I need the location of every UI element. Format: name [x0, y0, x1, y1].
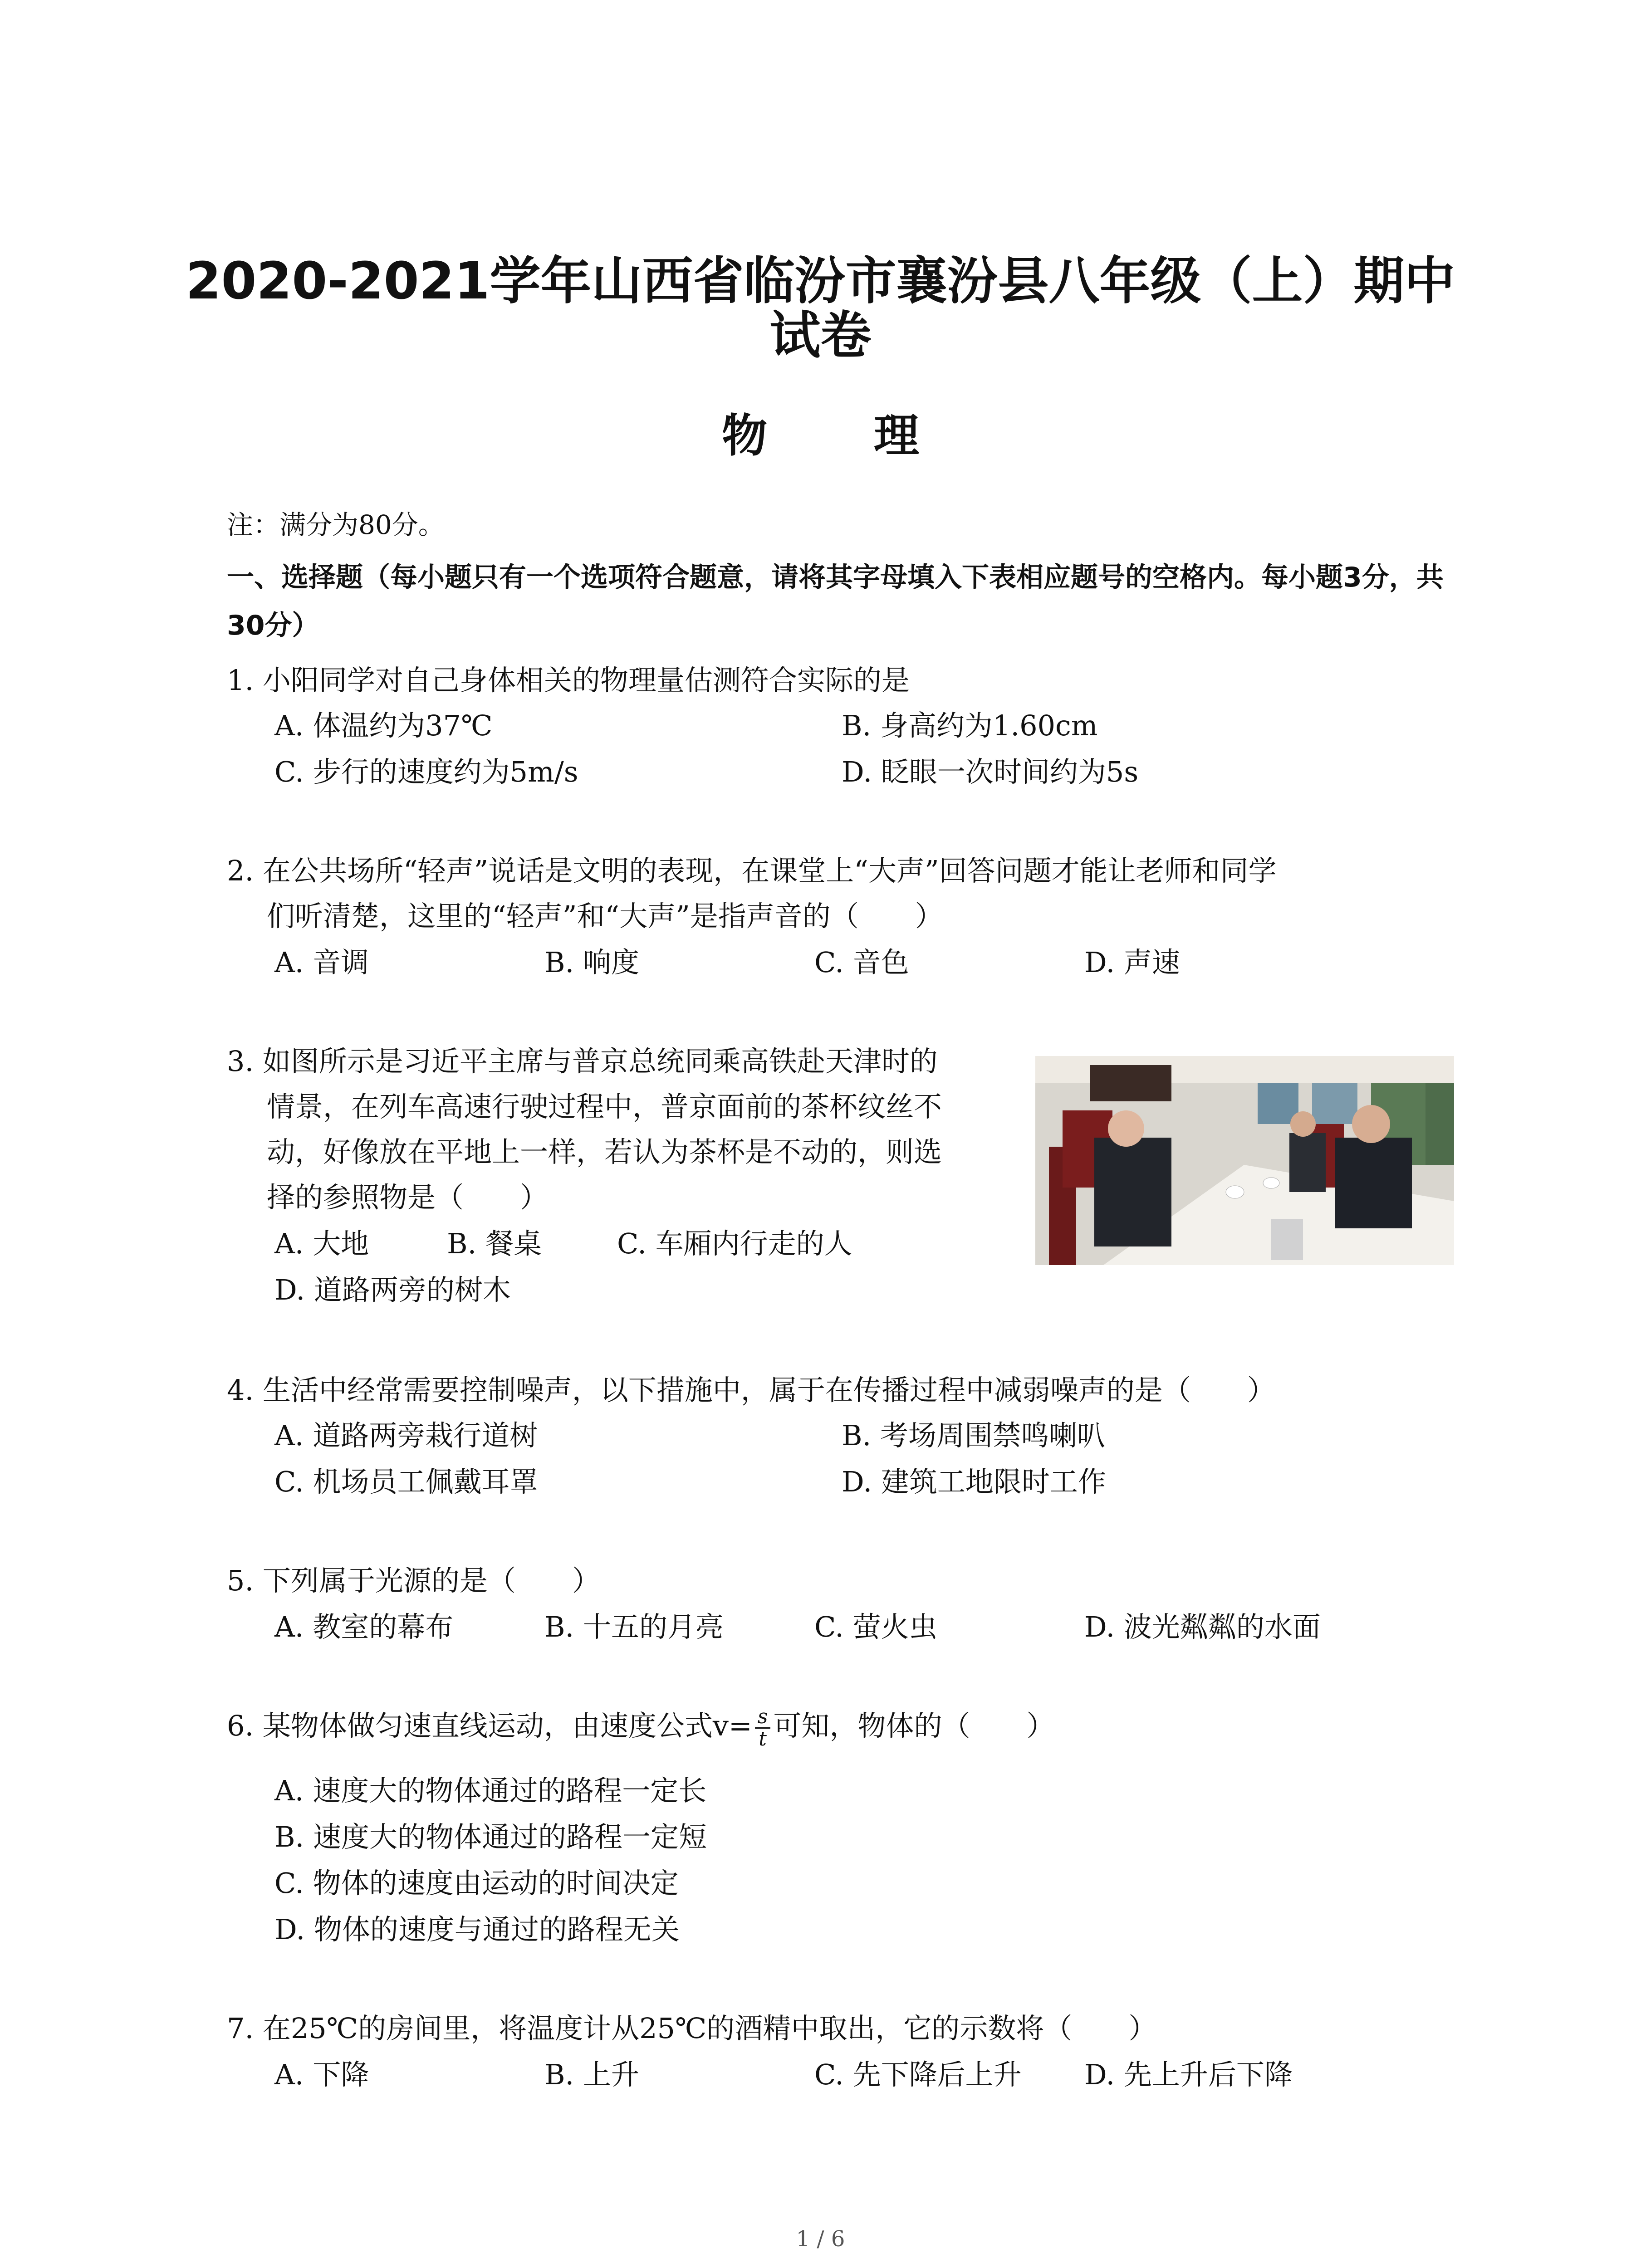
- question-1-stem: 1. 小阳同学对自己身体相关的物理量估测符合实际的是: [227, 664, 910, 697]
- question-1-option-d: D. 眨眼一次时间约为5s: [842, 755, 1139, 788]
- page-number: 1 / 6: [796, 2226, 845, 2252]
- exam-title-line2: 试卷: [769, 306, 872, 365]
- question-4-option-c: C. 机场员工佩戴耳罩: [274, 1465, 538, 1498]
- question-4-option-d: D. 建筑工地限时工作: [842, 1465, 1106, 1498]
- exam-title-line1: 2020-2021学年山西省临汾市襄汾县八年级（上）期中: [186, 252, 1455, 311]
- question-3-stem-line2: 情景，在列车高速行驶过程中，普京面前的茶杯纹丝不: [267, 1090, 942, 1123]
- subject-heading: 物 理: [722, 409, 965, 462]
- question-2-stem-line2: 们听清楚，这里的“轻声”和“大声”是指声音的（ ）: [267, 899, 943, 933]
- question-7-stem: 7. 在25℃的房间里，将温度计从25℃的酒精中取出，它的示数将（ ）: [227, 2012, 1157, 2045]
- question-3-stem-line3: 动，好像放在平地上一样，若认为茶杯是不动的，则选: [267, 1135, 942, 1168]
- question-5-option-b: B. 十五的月亮: [544, 1610, 724, 1643]
- question-6-option-c: C. 物体的速度由运动的时间决定: [274, 1867, 679, 1900]
- score-note: 注：满分为80分。: [227, 509, 445, 540]
- fraction-numerator: s: [755, 1706, 771, 1729]
- question-7-option-d: D. 先上升后下降: [1084, 2058, 1293, 2091]
- question-3-option-c: C. 车厢内行走的人: [617, 1227, 852, 1260]
- question-5-stem: 5. 下列属于光源的是（ ）: [227, 1564, 600, 1597]
- question-6-option-b: B. 速度大的物体通过的路程一定短: [274, 1820, 707, 1853]
- question-2-option-b: B. 响度: [544, 946, 639, 979]
- question-5-option-c: C. 萤火虫: [814, 1610, 937, 1643]
- question-2-option-d: D. 声速: [1084, 946, 1180, 979]
- question-4-stem: 4. 生活中经常需要控制噪声，以下措施中，属于在传播过程中减弱噪声的是（ ）: [227, 1374, 1275, 1407]
- question-1-option-a: A. 体温约为37℃: [274, 709, 493, 742]
- question-3-option-a: A. 大地: [274, 1227, 369, 1260]
- question-5-option-d: D. 波光粼粼的水面: [1084, 1610, 1321, 1643]
- question-4-option-a: A. 道路两旁栽行道树: [274, 1419, 538, 1452]
- question-5-option-a: A. 教室的幕布: [274, 1610, 454, 1643]
- question-2-option-a: A. 音调: [274, 946, 369, 979]
- question-7-option-a: A. 下降: [274, 2058, 369, 2091]
- question-3-stem: 3. 如图所示是习近平主席与普京总统同乘高铁赴天津时的: [227, 1045, 938, 1078]
- question-3-option-b: B. 餐桌: [447, 1227, 542, 1260]
- question-6-stem: [227, 1703, 1054, 1750]
- velocity-fraction: [755, 1706, 771, 1750]
- question-6-stem-post: 可知，物体的（ ）: [773, 1709, 1055, 1742]
- question-2-option-c: C. 音色: [814, 946, 909, 979]
- question-1-option-c: C. 步行的速度约为5m/s: [274, 755, 578, 788]
- section-heading: 一、选择题（每小题只有一个选项符合题意，请将其字母填入下表相应题号的空格内。每小题3分，共30分）: [227, 562, 1444, 641]
- question-3-stem-line4: 择的参照物是（ ）: [267, 1181, 549, 1214]
- question-2-stem: 2. 在公共场所“轻声”说话是文明的表现，在课堂上“大声”回答问题才能让老师和同学: [227, 854, 1277, 887]
- question-7-option-c: C. 先下降后上升: [814, 2058, 1022, 2091]
- train-meeting-photo: [1035, 1056, 1454, 1265]
- question-6-stem-pre: 6. 某物体做匀速直线运动，由速度公式v=: [227, 1709, 752, 1742]
- question-1-option-b: B. 身高约为1.60cm: [842, 709, 1098, 742]
- question-6-option-d: D. 物体的速度与通过的路程无关: [274, 1913, 680, 1946]
- question-7-option-b: B. 上升: [544, 2058, 639, 2091]
- fraction-denominator: t: [759, 1727, 767, 1751]
- question-4-option-b: B. 考场周围禁鸣喇叭: [842, 1419, 1105, 1452]
- question-3-option-d: D. 道路两旁的树木: [274, 1273, 511, 1306]
- question-6-option-a: A. 速度大的物体通过的路程一定长: [274, 1774, 707, 1807]
- train-meeting-photo-illustration: [1035, 1056, 1454, 1265]
